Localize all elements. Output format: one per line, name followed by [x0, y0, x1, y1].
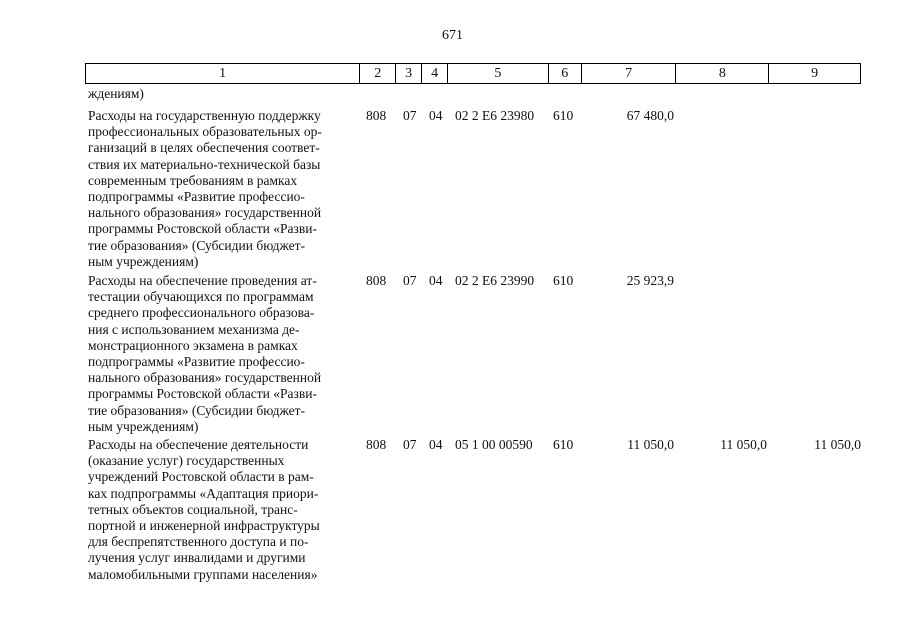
amount-col-9: 11 050,0: [814, 437, 861, 452]
header-col-1: 1: [86, 64, 360, 83]
subsection-code: 04: [429, 273, 443, 288]
ministry-code: 808: [366, 273, 387, 288]
amount-col-7: 25 923,9: [626, 273, 674, 288]
description-line: тие образования» (Субсидии бюджет-: [88, 402, 306, 418]
description-line: монстрационного экзамена в рамках: [88, 337, 298, 353]
header-col-9: 9: [811, 66, 819, 81]
expense-type-code: 610: [553, 437, 574, 452]
ministry-code: 808: [366, 108, 387, 123]
table-header: [85, 63, 861, 84]
description-line: тие образования» (Субсидии бюджет-: [88, 237, 306, 253]
description-line: подпрограммы «Развитие профессио-: [88, 354, 305, 370]
description-line: учреждений Ростовской области в рам-: [88, 469, 314, 485]
row-description: [88, 108, 354, 270]
description-line: тетных объектов социальной, транс-: [88, 501, 298, 517]
description-line: Расходы на обеспечение деятельности: [88, 437, 309, 452]
row-description: [88, 437, 354, 583]
amount-col-8: 11 050,0: [720, 437, 767, 452]
amount-col-7: 67 480,0: [626, 108, 674, 123]
target-article-code: 02 2 Е6 23990: [455, 273, 535, 288]
target-article-code: 02 2 Е6 23980: [455, 108, 535, 123]
page-number: 671: [442, 28, 463, 43]
description-line: ным учреждениям): [88, 253, 199, 269]
description-line: Расходы на государственную поддержку: [88, 108, 321, 123]
header-col-4: 4: [422, 64, 448, 83]
description-line: ках подпрограммы «Адаптация приори-: [88, 485, 319, 501]
continuation-text: ждениям): [88, 86, 144, 101]
section-code: 07: [403, 108, 417, 123]
description-line: среднего профессионального образова-: [88, 305, 315, 321]
amount-col-7: 11 050,0: [627, 437, 674, 452]
header-col-8: 8: [676, 64, 769, 83]
header-col-3: 3: [396, 64, 422, 83]
expense-type-code: 610: [553, 273, 574, 288]
description-line: тестации обучающихся по программам: [88, 289, 314, 305]
description-line: портной и инженерной инфраструктуры: [88, 518, 320, 534]
description-line: ганизаций в целях обеспечения соответ-: [88, 140, 320, 156]
header-col-5: 5: [448, 64, 549, 83]
subsection-code: 04: [429, 437, 443, 452]
description-line: ным учреждениям): [88, 418, 199, 434]
description-line: (оказание услуг) государственных: [88, 453, 285, 469]
description-line: ния с использованием механизма де-: [88, 321, 300, 337]
description-line: подпрограммы «Развитие профессио-: [88, 189, 305, 205]
description-line: для беспрепятственного доступа и по-: [88, 534, 309, 550]
description-line: лучения услуг инвалидами и другими: [88, 550, 306, 566]
ministry-code: 808: [366, 437, 387, 452]
row-description: [88, 273, 354, 435]
description-line: нального образования» государственной: [88, 205, 322, 221]
description-line: современным требованиям в рамках: [88, 172, 298, 188]
description-line: Расходы на обеспечение проведения ат-: [88, 273, 317, 288]
header-col-7: 7: [582, 64, 677, 83]
description-line: программы Ростовской области «Разви-: [88, 386, 317, 402]
description-line: ствия их материально-технической базы: [88, 156, 321, 172]
subsection-code: 04: [429, 108, 443, 123]
description-line: программы Ростовской области «Разви-: [88, 221, 317, 237]
target-article-code: 05 1 00 00590: [455, 437, 533, 452]
header-col-6: 6: [549, 64, 582, 83]
section-code: 07: [403, 273, 417, 288]
section-code: 07: [403, 437, 417, 452]
description-line: маломобильными группами населения»: [88, 566, 318, 582]
description-line: профессиональных образовательных ор-: [88, 124, 322, 140]
description-line: нального образования» государственной: [88, 370, 322, 386]
expense-type-code: 610: [553, 108, 574, 123]
header-col-2: 2: [360, 64, 396, 83]
